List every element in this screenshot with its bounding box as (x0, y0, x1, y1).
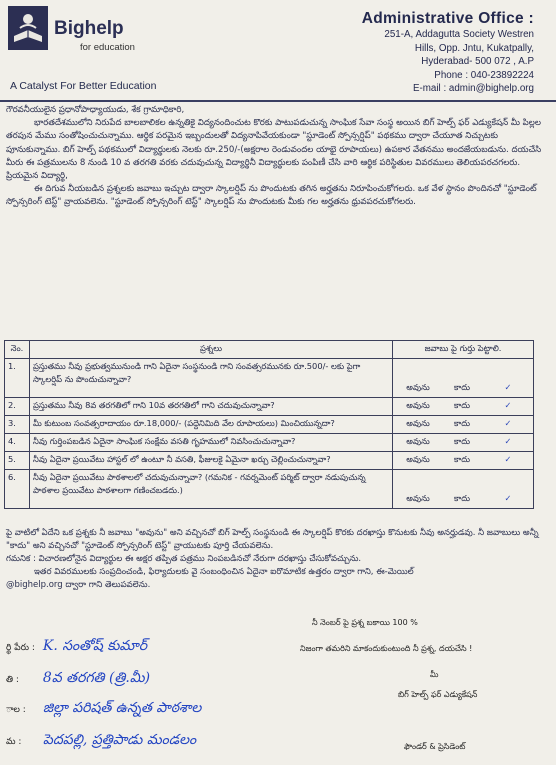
answer-no[interactable]: కాదు (454, 493, 470, 503)
row-number: 5. (5, 452, 30, 470)
row-question: నీవు ఏదైనా ప్రయివేటు హాస్టల్ లో ఉంటూ నీ వసతి, ఫీజులకై ఏమైనా ఖర్చు చెల్లించుచున్నావా? (30, 452, 393, 470)
answer-yes[interactable]: అవును (406, 418, 430, 428)
office-phone: Phone : 040-23892224 (434, 69, 534, 81)
check-mark-icon: ✓ (504, 454, 512, 464)
header-divider (0, 100, 556, 102)
field-value[interactable]: K. సంతోష్ కుమార్ (42, 638, 148, 654)
table-row (5, 398, 534, 416)
row-number: 4. (5, 434, 30, 452)
student-greeting: ప్రియమైన విద్యార్థి, (6, 171, 68, 182)
brand-name: Bighelp (54, 18, 124, 39)
intro-paragraph: భారతదేశములోని నిరుపేద బాలబాలికల ఉన్నతికై విద్యనందించుట కొరకు పాటుపడుచున్న సాంఘిక సేవా సంస్థ అయిన బిగ్ హెల్ప్ ఫర్ ఎడ్యుకేషన్ మీ పిల్లల తరపున మేము సంతోషించుచున్నాము. ఆర్థిక పరమైన ఇబ్బందులతో విద్యనాపివేయకుండా "స్టూడెంట్ స్పోన్సర్షిప్" పథకము ద్వారా చేయూత నిచ్చుటకు పూనుకున్నాము. బిగ్ హెల్ప్ పథకములో విద్యార్థులకు నెలకు రూ.250/-(అక్షరాల రెండువందల యాభై రూపాయలు) ఉపకార వేతనము అందజేయబడును. దయచేసి మీరు ఈ పత్రములను 8 నుండి 10 వ తరగతి వరకు చదువుచున్న విద్యార్థినీ విద్యార్థులకు పంపిణీ చేసి వారి ఆర్థిక పరిస్థితుల వివరములు తెలియపరచగలరు. (6, 118, 542, 168)
sign-salutation: మీ (430, 670, 439, 679)
sign-organization: బిగ్ హెల్ప్ ఫర్ ఎడ్యుకేషన్ (398, 690, 478, 699)
check-mark-icon: ✓ (504, 400, 512, 410)
instruction-paragraph: ఈ దిగువ నీయబడిన ప్రశ్నలకు జవాబు ఇచ్చుట ద్వారా స్కాలర్షిప్ ను పొందుటకు తగిన అర్హతను నిరూపించుకోగలరు. ఒక వేళ స్థానం పొందినచో "స్టూడెంట్ స్పోన్సరింగ్ టెస్ట్" వ్రాయవలెను. "స్టూడెంట్ స్పోన్సరింగ్ టెస్ట్" స్కాలర్షిప్ ను పొందుటకు మీకు గల అర్హతను ధ్రువపరచుకోగలరు. (6, 184, 537, 208)
answer-no[interactable]: కాదు (454, 418, 470, 428)
table-row (5, 359, 534, 398)
office-line: Hills, Opp. Jntu, Kukatpally, (414, 42, 534, 54)
field-label: ాల : (6, 705, 26, 715)
answer-cell[interactable] (393, 398, 534, 416)
row-number: 1. (5, 359, 30, 398)
answer-cell[interactable] (393, 359, 534, 398)
answer-yes[interactable]: అవును (406, 436, 430, 446)
row-question: నీవు గుర్తింపబడిన ఏదైనా సాంఘిక సంక్షేమ వసతి గృహములో నివసించుచున్నావా? (30, 434, 393, 452)
col-question-header: ప్రశ్నలు (30, 341, 393, 359)
answer-yes[interactable]: అవును (406, 400, 430, 410)
table-row (5, 434, 534, 452)
row-number: 2. (5, 398, 30, 416)
field-value[interactable]: 8వ తరగతి (త్రి.మీ) (42, 670, 151, 686)
office-line: 251-A, Addagutta Society Westren (384, 29, 534, 40)
bighelp-logo-icon (8, 6, 48, 50)
score-note: నీ నెంబర్ పై ప్రశ్న బకాయి 100 % (312, 618, 418, 627)
row-question: ప్రస్తుతము నీవు 8వ తరగతిలో గాని 10వ తరగతిలో గాని చదువుచున్నావా? (30, 398, 393, 416)
answer-yes[interactable]: అవును (406, 382, 430, 392)
answer-cell[interactable] (393, 470, 534, 509)
field-label: తి : (6, 675, 19, 685)
field-label: ర్థి పేరు : (6, 643, 35, 653)
answer-no[interactable]: కాదు (454, 382, 470, 392)
table-row (5, 470, 534, 509)
table-row (5, 416, 534, 434)
tagline: A Catalyst For Better Education (10, 80, 157, 92)
row-number: 6. (5, 470, 30, 509)
remark-note: గమనిక : విచారణలోనైన విద్యార్థుల ఈ అక్షర తప్పిత పత్రము నింపబడినచో నేరుగా దరఖాస్తు చేసుకోవచ్చును. (6, 554, 362, 564)
answer-no[interactable]: కాదు (454, 454, 470, 464)
col-no-header: నెం. (5, 341, 30, 359)
office-email: E-mail : admin@bighelp.org (412, 83, 534, 94)
row-question: మీ కుటుంబ సంవత్సరాదాయం రూ.18,000/- (పద్దెనిమిది వేల రూపాయలు) మించియున్నదా? (30, 416, 393, 434)
row-question: నీవు ఏదైనా ప్రయివేటు పాఠశాలలో చదువుచున్నావా? (గమనిక - గవర్నమెంట్ పర్మిట్ ద్వారా నడుపుచున్న పాఠశాల ప్రయివేటు పాఠశాలగా గణించబడదు.) (30, 470, 393, 509)
field-value[interactable]: పెదపల్లి, ప్రత్తిపాడు మండలం (42, 732, 197, 748)
school-field[interactable] (6, 700, 201, 719)
answer-yes[interactable]: అవును (406, 454, 430, 464)
table-header-row (5, 341, 534, 359)
office-title: Administrative Office : (361, 10, 534, 27)
questions-table (4, 340, 534, 509)
field-label: మ : (6, 737, 22, 747)
salutation: గౌరవనీయులైన ప్రధానోపాధ్యాయుడు, శేక గ్రామాధికారి, (6, 105, 185, 115)
check-mark-icon: ✓ (504, 436, 512, 446)
answer-cell[interactable] (393, 416, 534, 434)
col-answer-header: జవాబు పై గుర్తు పెట్టాలి. (393, 341, 534, 359)
row-number: 3. (5, 416, 30, 434)
check-mark-icon: ✓ (504, 418, 512, 428)
office-address-block (362, 10, 534, 96)
brand-subtitle: for education (80, 42, 135, 53)
thanks-note: నిజంగా తమరిని మాకందుకుంటుంది నీ ప్రశ్న, దయచేసి ! (300, 644, 473, 653)
field-value[interactable]: జిల్లా పరిషత్ ఉన్నత పాఠశాల (42, 700, 202, 716)
table-row (5, 452, 534, 470)
answer-no[interactable]: కాదు (454, 400, 470, 410)
answer-no[interactable]: కాదు (454, 436, 470, 446)
eligibility-note: పై వాటిలో ఏదేని ఒక ప్రశ్నకు నీ జవాబు "అవును" అని వచ్చినచో బిగ్ హెల్ప్ సంస్థనుండి ఈ స్కాలర్షిప్ కొరకు దరఖాస్తు కొనుటకు నీవు అనర్హుడవు. నీ జవాబులు అన్నీ "కాదు" అని వచ్చినచో "స్టూడెంట్ స్పోన్సరింగ్ టెస్ట్" వ్రాయుటకు పూర్తి చేయవలెను. (6, 528, 539, 551)
office-line: Hyderabad- 500 072 , A.P (421, 56, 534, 67)
email-note: @bighelp.org ద్వారా గాని తెలుపవలెను. (6, 580, 151, 590)
village-field[interactable] (6, 732, 196, 751)
class-field[interactable] (6, 670, 150, 689)
answer-yes[interactable]: అవును (406, 493, 430, 503)
contact-note: ఇతర వివరములకు సంప్రదించండి, ఫిర్యాదులకు వై సంబంధించిన ఏదైనా ఐరొమాటిక ఉత్తరం ద్వారా గాని, ఈ-మెయిల్ (34, 567, 414, 577)
letter-body (6, 104, 544, 210)
answer-cell[interactable] (393, 452, 534, 470)
answer-cell[interactable] (393, 434, 534, 452)
check-mark-icon: ✓ (504, 493, 512, 503)
student-name-field[interactable] (6, 638, 147, 657)
footer-text (6, 527, 546, 592)
row-question: ప్రస్తుతము నీవు ప్రభుత్వమునుండి గాని ఏదైనా సంస్థనుండి గాని సంవత్సరమునకు రూ.500/- లకు పైగా స్కాలర్షిప్ ను పొందుచున్నావా? (30, 359, 393, 398)
sign-role: ఫౌండర్ & ప్రెసిడెంట్ (404, 742, 466, 751)
check-mark-icon: ✓ (504, 382, 512, 392)
